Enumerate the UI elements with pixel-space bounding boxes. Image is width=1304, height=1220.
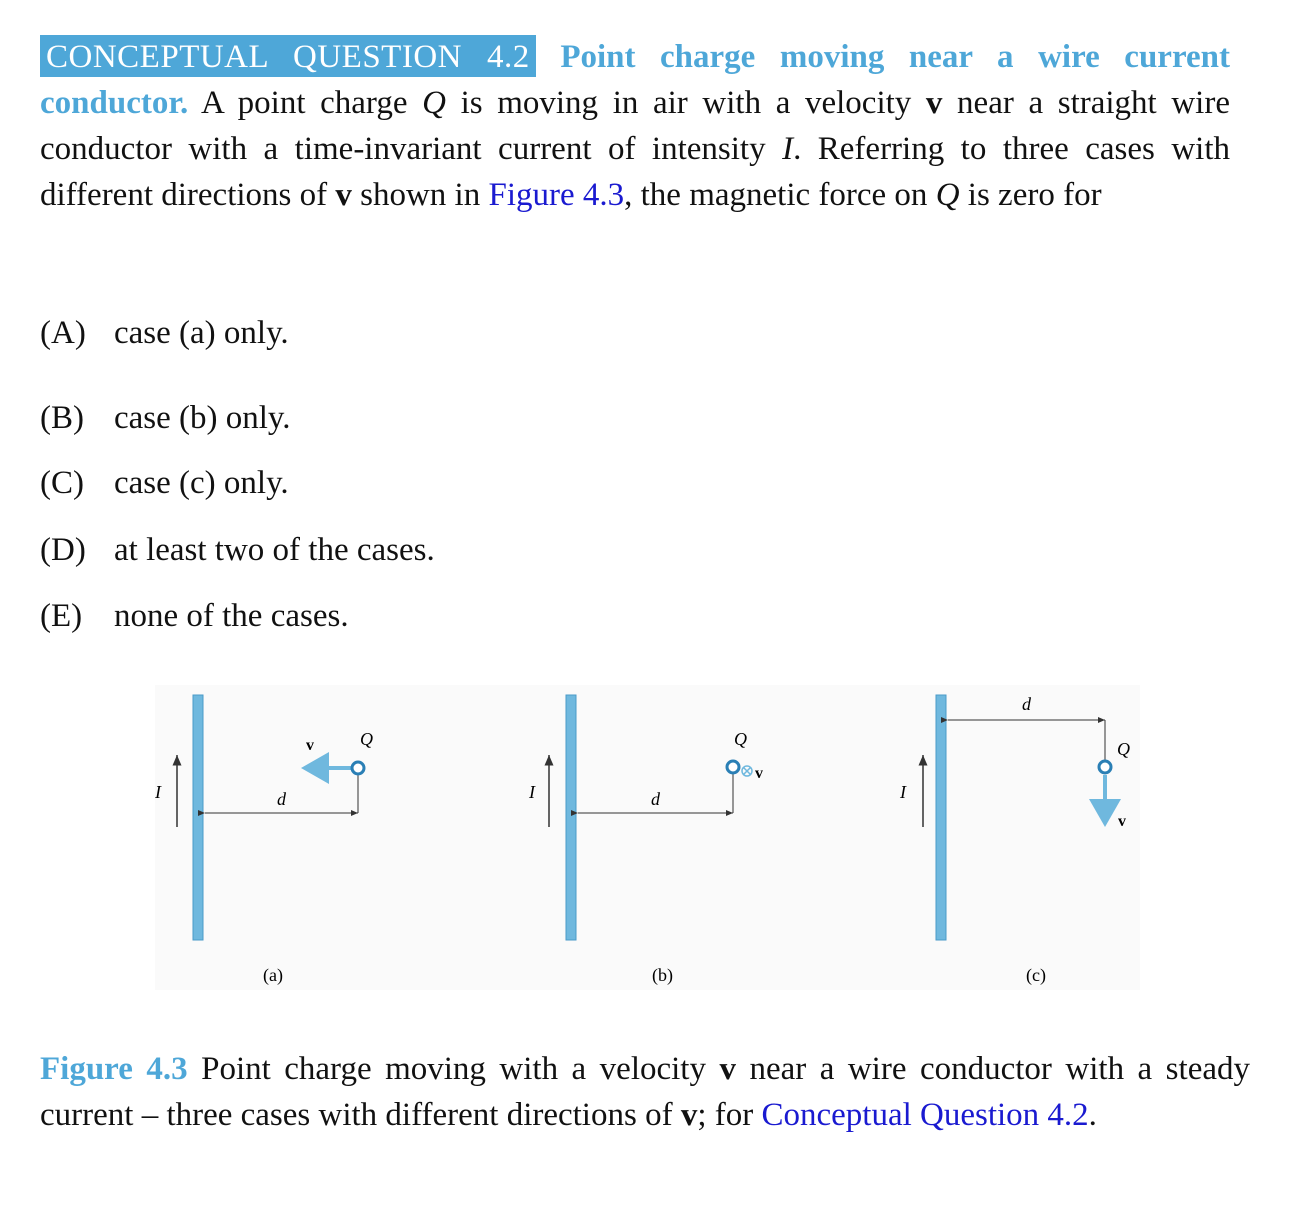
option-text: case (b) only. <box>114 400 291 436</box>
figure-caption: Figure 4.3 Point charge moving with a velocity v near a wire conductor with a steady current – three cases with different directions of v; for Conceptual Question 4.2. <box>40 1051 1250 1133</box>
point-charge <box>352 762 364 774</box>
question-reference-link[interactable]: Conceptual Question 4.2 <box>761 1097 1089 1133</box>
point-charge <box>1099 761 1111 773</box>
panel-c <box>899 694 1130 986</box>
velocity-into-page-icon <box>742 766 752 776</box>
current-label: I <box>155 782 161 802</box>
option-e <box>40 596 349 636</box>
velocity-symbol: v <box>719 1051 736 1087</box>
question-paragraph: CONCEPTUAL QUESTION 4.2 Point charge moving near a wire current conductor. A point charge Q is moving in air with a velocity v near a straight wire conductor with a time-invariant current of intensity I. Referring to three cases with different directions of v shown in Figure 4.3, the magnetic force on Q is zero for <box>40 34 1230 218</box>
point-charge <box>727 761 739 773</box>
wire <box>566 695 576 940</box>
charge-label: Q <box>734 729 747 749</box>
velocity-label: v <box>755 765 763 782</box>
option-letter: (E) <box>40 598 83 634</box>
current-label: I <box>529 782 535 802</box>
panel-b <box>528 695 763 986</box>
velocity-symbol: v <box>925 85 943 121</box>
figure-4-3 <box>155 685 1140 990</box>
velocity-symbol: v <box>335 177 352 213</box>
option-text: case (c) only. <box>114 465 289 501</box>
option-letter: (D) <box>40 532 86 568</box>
charge-symbol: Q <box>935 177 960 213</box>
distance-label: d <box>277 789 286 809</box>
panel-label: (c) <box>1026 965 1046 985</box>
velocity-symbol: v <box>680 1097 698 1133</box>
figure-reference-link[interactable]: Figure 4.3 <box>488 177 625 213</box>
current-symbol: I <box>782 131 794 167</box>
current-label: I <box>900 782 906 802</box>
velocity-label: v <box>1118 813 1126 830</box>
question-text: A point charge <box>188 85 423 121</box>
charge-label: Q <box>1117 739 1130 759</box>
panel-label: (a) <box>263 965 283 985</box>
wire <box>193 695 203 940</box>
velocity-label: v <box>306 737 314 754</box>
charge-symbol: Q <box>422 85 446 121</box>
option-d <box>40 530 435 570</box>
option-letter: (B) <box>40 400 84 436</box>
option-text: none of the cases. <box>114 598 349 634</box>
option-c <box>40 463 289 503</box>
option-letter: (C) <box>40 465 84 501</box>
charge-label: Q <box>360 729 373 749</box>
panel-a <box>155 695 373 986</box>
distance-label: d <box>1022 694 1031 714</box>
option-a <box>40 313 289 353</box>
option-letter: (A) <box>40 315 86 351</box>
question-title: Point charge moving near a wire current conductor. <box>40 39 1230 121</box>
figure-label: Figure 4.3 <box>40 1051 188 1087</box>
option-text: case (a) only. <box>114 315 289 351</box>
option-text: at least two of the cases. <box>114 532 435 568</box>
option-b <box>40 398 291 438</box>
distance-label: d <box>651 789 660 809</box>
wire <box>936 695 946 940</box>
question-label: CONCEPTUAL QUESTION 4.2 <box>40 35 536 77</box>
panel-label: (b) <box>652 965 673 985</box>
